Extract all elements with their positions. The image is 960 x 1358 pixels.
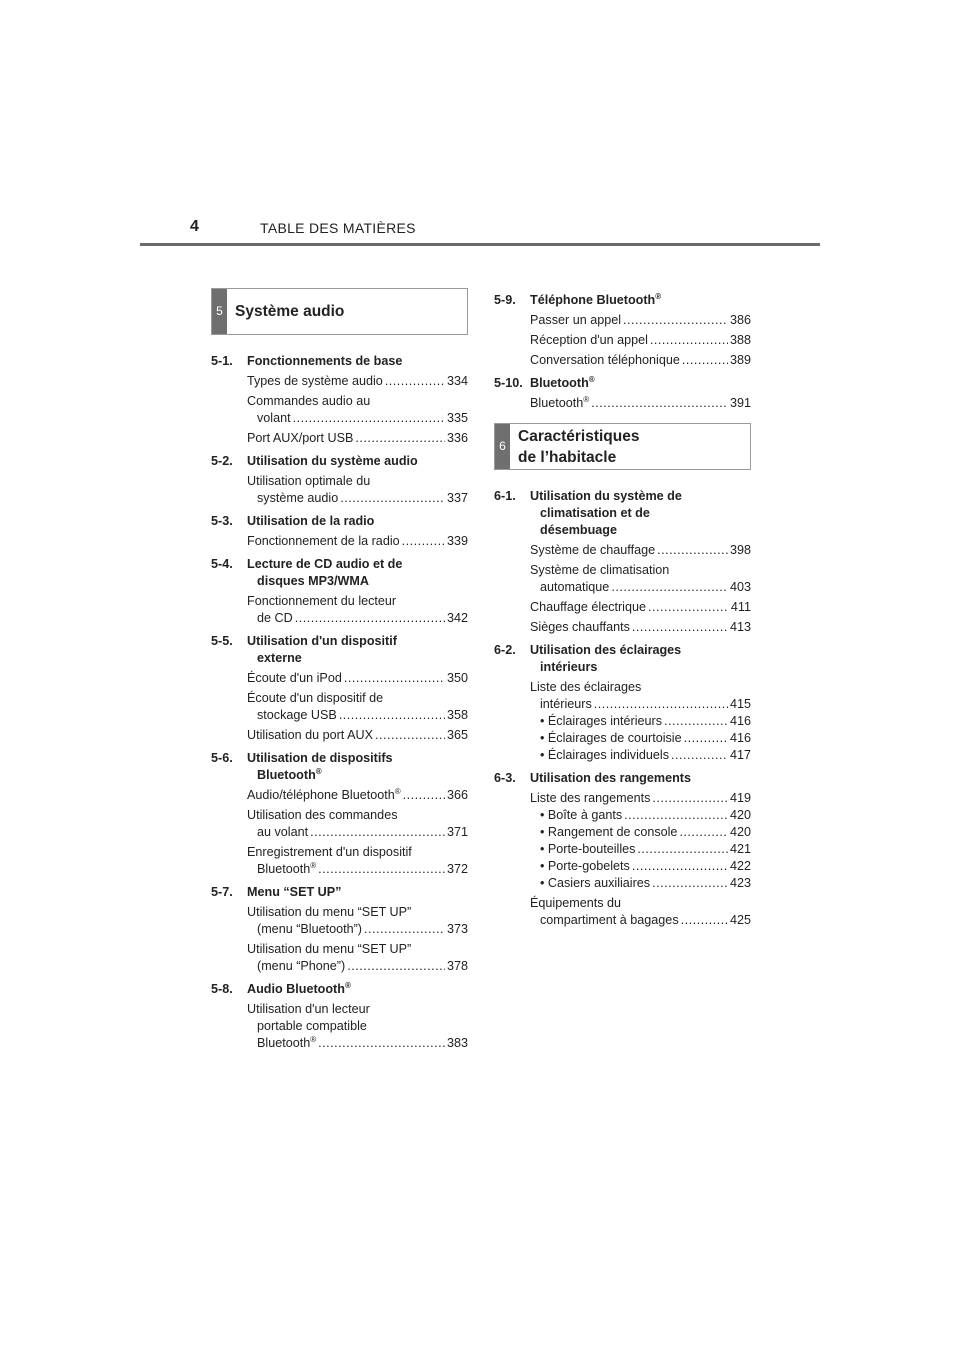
toc-entry-line: Enregistrement d'un dispositif: [247, 845, 412, 859]
toc-entry-page: 365: [446, 728, 468, 742]
toc-item-title: [530, 488, 751, 539]
toc-item-title-line: Lecture de CD audio et de: [247, 557, 403, 571]
toc-item-title-line: Bluetooth®: [257, 766, 322, 782]
toc-entry-text: (menu “Bluetooth”): [257, 922, 362, 936]
dot-leader: [637, 841, 728, 858]
section-5-box: [211, 288, 468, 335]
toc-entry-leader-line: [530, 352, 751, 369]
toc-entry-line: Utilisation du menu “SET UP”: [247, 942, 412, 956]
dot-leader: [681, 912, 728, 929]
toc-entry[interactable]: [530, 312, 751, 329]
toc-entry-page: 411: [730, 600, 751, 614]
toc-entry[interactable]: [247, 904, 468, 938]
toc-entry-leader-line: [530, 824, 751, 841]
toc-item-number: 5-10.: [494, 376, 523, 390]
toc-item-number: 5-3.: [211, 514, 233, 528]
toc-item: [494, 292, 751, 369]
toc-entry-page: 420: [729, 825, 751, 839]
toc-entry-page: 422: [729, 859, 751, 873]
toc-item-number: 6-2.: [494, 643, 516, 657]
section-6-title-line: de l’habitacle: [518, 448, 617, 466]
toc-entry-leader-line: [530, 619, 751, 636]
dot-leader: [652, 790, 728, 807]
dot-leader: [340, 490, 445, 507]
dot-leader: [318, 1035, 445, 1052]
toc-entry-line: Écoute d'un dispositif de: [247, 691, 384, 705]
dot-leader: [310, 824, 445, 841]
toc-item-heading[interactable]: [211, 633, 468, 667]
left-column: [211, 288, 468, 1052]
toc-entry[interactable]: [530, 824, 751, 841]
toc-entry[interactable]: [530, 562, 751, 596]
toc-entry[interactable]: [530, 790, 751, 807]
toc-entry[interactable]: [247, 670, 468, 687]
toc-entry[interactable]: [530, 807, 751, 824]
toc-entry-leader-line: [530, 807, 751, 824]
section-6-title-line: Caractéristiques: [518, 427, 640, 445]
toc-entry-text: Système de chauffage: [530, 543, 656, 557]
toc-entry-page: 339: [446, 534, 468, 548]
toc-entry-page: 403: [729, 580, 751, 594]
right-column: [494, 288, 751, 929]
toc-entry-text: Bluetooth®: [257, 860, 317, 876]
toc-entry[interactable]: [530, 747, 751, 764]
section-6-tab: 6: [495, 424, 510, 469]
toc-item-heading[interactable]: [211, 750, 468, 784]
dot-leader: [364, 921, 445, 938]
toc-entry-text: Fonctionnement de la radio: [247, 534, 400, 548]
toc-item-title-line: désembuage: [540, 523, 617, 537]
toc-entry-text: de CD: [257, 611, 293, 625]
toc-item: [211, 981, 468, 1052]
toc-entry-text: • Porte-bouteilles: [540, 842, 636, 856]
toc-item-number: 5-9.: [494, 293, 516, 307]
toc-entry-text: compartiment à bagages: [540, 913, 679, 927]
toc-entry[interactable]: [247, 941, 468, 975]
toc-entry-leader-line: [530, 395, 751, 412]
toc-item-title-line: disques MP3/WMA: [257, 574, 369, 588]
toc-entry-page: 335: [446, 411, 468, 425]
toc-entry-page: 358: [446, 708, 468, 722]
toc-entry-leader-line: [247, 921, 468, 938]
dot-leader: [385, 373, 445, 390]
toc-item-title: [247, 884, 468, 901]
toc-entries: [494, 790, 751, 929]
dot-leader: [652, 875, 728, 892]
toc-entry-text: Conversation téléphonique: [530, 353, 680, 367]
toc-item-title-line: Bluetooth®: [530, 374, 595, 390]
toc-entries: [211, 473, 468, 507]
toc-entry-page: 372: [446, 862, 468, 876]
toc-entry-leader-line: [530, 542, 751, 559]
toc-item-title: [530, 375, 751, 392]
toc-entry-line: Commandes audio au: [247, 394, 371, 408]
toc-item-title-line: Utilisation de la radio: [247, 514, 375, 528]
toc-item-title: [530, 770, 751, 787]
toc-entry-text: • Éclairages intérieurs: [540, 714, 663, 728]
toc-entry-leader-line: [247, 787, 468, 804]
toc-entry-text: volant: [257, 411, 291, 425]
dot-leader: [318, 861, 445, 878]
toc-entry[interactable]: [530, 332, 751, 349]
toc-entry[interactable]: [530, 395, 751, 412]
toc-entry-text: • Éclairages individuels: [540, 748, 670, 762]
toc-entry-line: Fonctionnement du lecteur: [247, 594, 397, 608]
dot-leader: [648, 599, 729, 616]
section-6-box: [494, 423, 751, 470]
toc-entry-page: 337: [446, 491, 468, 505]
toc-item-title-line: Utilisation des éclairages: [530, 643, 682, 657]
toc-entry-page: 415: [729, 697, 751, 711]
toc-entry-text: (menu “Phone”): [257, 959, 346, 973]
toc-entry-page: 336: [446, 431, 468, 445]
toc-entry-page: 420: [729, 808, 751, 822]
toc-entry[interactable]: [530, 619, 751, 636]
toc-item: [211, 453, 468, 507]
dot-leader: [623, 312, 728, 329]
dot-leader: [594, 696, 728, 713]
toc-item-title-line: climatisation et de: [540, 506, 650, 520]
toc-item: [494, 488, 751, 636]
dot-leader: [684, 730, 728, 747]
toc-entry-text: Bluetooth®: [257, 1034, 317, 1050]
toc-entry[interactable]: [247, 787, 468, 804]
toc-entry-text: stockage USB: [257, 708, 337, 722]
toc-item-heading[interactable]: [211, 556, 468, 590]
toc-entry-text: Sièges chauffants: [530, 620, 630, 634]
toc-item-number: 5-1.: [211, 354, 233, 368]
toc-entry-line: Équipements du: [530, 896, 622, 910]
toc-entry-text: Passer un appel: [530, 313, 622, 327]
toc-entry-leader-line: [247, 373, 468, 390]
toc-entry-page: 417: [729, 748, 751, 762]
toc-item-number: 5-8.: [211, 982, 233, 996]
toc-entry-page: 416: [729, 714, 751, 728]
toc-entry-leader-line: [530, 599, 751, 616]
toc-entry[interactable]: [247, 373, 468, 390]
toc-entry-line: Système de climatisation: [530, 563, 670, 577]
toc-entry-line: Utilisation d'un lecteur: [247, 1002, 370, 1016]
toc-entry-leader-line: [530, 332, 751, 349]
toc-entries: [211, 593, 468, 627]
toc-entry[interactable]: [530, 542, 751, 559]
toc-entry-leader-line: [247, 430, 468, 447]
dot-leader: [632, 619, 728, 636]
toc-entry-page: 378: [446, 959, 468, 973]
toc-entry-text: Port AUX/port USB: [247, 431, 354, 445]
dot-leader: [671, 747, 728, 764]
toc-entries: [494, 395, 751, 412]
toc-entry-leader-line: [530, 858, 751, 875]
toc-item-heading[interactable]: [494, 375, 751, 392]
section-5-title: Système audio: [235, 303, 345, 320]
dot-leader: [355, 430, 445, 447]
toc-entry[interactable]: [530, 599, 751, 616]
toc-entry-text: • Rangement de console: [540, 825, 678, 839]
toc-entry[interactable]: [247, 533, 468, 550]
toc-entry-text: intérieurs: [540, 697, 592, 711]
toc-entry[interactable]: [247, 690, 468, 724]
toc-item-number: 5-5.: [211, 634, 233, 648]
toc-entries: [211, 787, 468, 878]
toc-entry-line: Utilisation du menu “SET UP”: [247, 905, 412, 919]
toc-entry[interactable]: [247, 1001, 468, 1052]
section-5-tab: 5: [212, 289, 227, 334]
toc-item-title: [247, 453, 468, 470]
section-6-title: [510, 424, 647, 469]
toc-item-title-line: intérieurs: [540, 660, 598, 674]
toc-entry[interactable]: [530, 352, 751, 369]
toc-entry-text: Chauffage électrique: [530, 600, 646, 614]
header-rule: [140, 243, 820, 246]
dot-leader: [293, 410, 445, 427]
toc-item-title: [247, 556, 468, 590]
toc-entries: [211, 373, 468, 447]
toc-item: [211, 884, 468, 975]
toc-item-number: 5-2.: [211, 454, 233, 468]
toc-item-heading[interactable]: [494, 488, 751, 539]
toc-item-title: [247, 750, 468, 784]
toc-entry-leader-line: [247, 824, 468, 841]
left-toc-list: [211, 353, 468, 1052]
toc-entries: [494, 679, 751, 764]
dot-leader: [347, 958, 445, 975]
toc-entry-leader-line: [530, 841, 751, 858]
toc-item-heading[interactable]: [494, 292, 751, 309]
toc-entry-leader-line: [530, 312, 751, 329]
toc-item: [494, 642, 751, 764]
toc-entry-text: • Casiers auxiliaires: [540, 876, 651, 890]
toc-item: [211, 750, 468, 878]
toc-entry-leader-line: [247, 610, 468, 627]
toc-entry-text: automatique: [540, 580, 610, 594]
toc-item-heading[interactable]: [494, 770, 751, 787]
dot-leader: [402, 533, 445, 550]
toc-entry-leader-line: [247, 410, 468, 427]
toc-entry-text: • Porte-gobelets: [540, 859, 630, 873]
toc-entry-leader-line: [247, 670, 468, 687]
toc-entry-text: Liste des rangements: [530, 791, 651, 805]
dot-leader: [679, 824, 728, 841]
toc-item-title-line: Utilisation du système de: [530, 489, 682, 503]
toc-entry-page: 389: [729, 353, 751, 367]
toc-entry-text: Réception d'un appel: [530, 333, 648, 347]
right-bottom-toc-list: [494, 488, 751, 929]
toc-entry-text: • Éclairages de courtoisie: [540, 731, 682, 745]
toc-item-heading[interactable]: [211, 513, 468, 530]
toc-item-title-line: Utilisation de dispositifs: [247, 751, 393, 765]
toc-item-heading[interactable]: [211, 884, 468, 901]
toc-item-title-line: Utilisation des rangements: [530, 771, 691, 785]
toc-entry-text: • Boîte à gants: [540, 808, 623, 822]
toc-item-number: 5-7.: [211, 885, 233, 899]
dot-leader: [403, 787, 445, 804]
toc-item-title: [247, 513, 468, 530]
toc-item: [494, 770, 751, 929]
toc-entry[interactable]: [247, 807, 468, 841]
dot-leader: [650, 332, 728, 349]
dot-leader: [611, 579, 728, 596]
toc-entry[interactable]: [530, 875, 751, 892]
toc-entry[interactable]: [247, 593, 468, 627]
toc-item-title-line: Audio Bluetooth®: [247, 980, 351, 996]
toc-entry-page: 334: [446, 374, 468, 388]
toc-entry-leader-line: [247, 727, 468, 744]
toc-entries: [494, 542, 751, 636]
toc-entry-text: Audio/téléphone Bluetooth®: [247, 786, 401, 802]
toc-entry-text: Utilisation du port AUX: [247, 728, 373, 742]
toc-item-number: 6-1.: [494, 489, 516, 503]
toc-entry-leader-line: [530, 730, 751, 747]
toc-item-heading[interactable]: [211, 353, 468, 370]
toc-entry[interactable]: [530, 730, 751, 747]
toc-entry[interactable]: [247, 727, 468, 744]
dot-leader: [657, 542, 728, 559]
dot-leader: [664, 713, 728, 730]
toc-entry-text: Bluetooth®: [530, 394, 590, 410]
toc-entry-leader-line: [530, 912, 751, 929]
right-top-toc-list: [494, 292, 751, 412]
dot-leader: [339, 707, 445, 724]
toc-entry-text: Écoute d'un iPod: [247, 671, 342, 685]
toc-entry-leader-line: [247, 1035, 468, 1052]
toc-entry[interactable]: [530, 679, 751, 713]
toc-item-number: 5-6.: [211, 751, 233, 765]
toc-item: [211, 633, 468, 744]
dot-leader: [682, 352, 728, 369]
dot-leader: [344, 670, 445, 687]
toc-entry-leader-line: [247, 533, 468, 550]
page-header: [140, 214, 820, 246]
toc-entry-page: 419: [729, 791, 751, 805]
toc-entry-leader-line: [247, 707, 468, 724]
toc-entry-page: 423: [729, 876, 751, 890]
toc-entry-page: 350: [446, 671, 468, 685]
dot-leader: [624, 807, 728, 824]
toc-entry-page: 416: [729, 731, 751, 745]
toc-entry-page: 373: [446, 922, 468, 936]
toc-item-title: [247, 353, 468, 370]
page-title: TABLE DES MATIÈRES: [260, 220, 416, 236]
toc-item-title-line: Utilisation d'un dispositif: [247, 634, 397, 648]
toc-item-title-line: Menu “SET UP”: [247, 885, 342, 899]
toc-entry-leader-line: [530, 579, 751, 596]
toc-entry-page: 398: [729, 543, 751, 557]
toc-entry-line: Utilisation optimale du: [247, 474, 371, 488]
toc-item-heading[interactable]: [211, 453, 468, 470]
toc-entry[interactable]: [530, 858, 751, 875]
toc-item-title-line: Téléphone Bluetooth®: [530, 291, 662, 307]
toc-item: [211, 513, 468, 550]
toc-entry[interactable]: [530, 841, 751, 858]
toc-entry-text: au volant: [257, 825, 309, 839]
toc-item: [211, 353, 468, 447]
toc-entry[interactable]: [530, 895, 751, 929]
toc-entry[interactable]: [247, 393, 468, 427]
toc-entry-text: système audio: [257, 491, 339, 505]
toc-entries: [211, 670, 468, 744]
toc-item: [211, 556, 468, 627]
toc-item-heading[interactable]: [494, 642, 751, 676]
page-number: 4: [190, 218, 199, 235]
toc-entry-leader-line: [247, 490, 468, 507]
toc-entry[interactable]: [247, 430, 468, 447]
toc-entry-leader-line: [530, 713, 751, 730]
toc-entry-text: Types de système audio: [247, 374, 383, 388]
toc-entry-leader-line: [530, 790, 751, 807]
toc-entry-page: 421: [729, 842, 751, 856]
toc-item-number: 6-3.: [494, 771, 516, 785]
toc-entry-page: 425: [729, 913, 751, 927]
toc-item-title-line: externe: [257, 651, 302, 665]
dot-leader: [632, 858, 728, 875]
toc-entry[interactable]: [247, 844, 468, 878]
toc-item-number: 5-4.: [211, 557, 233, 571]
toc-entry-leader-line: [247, 861, 468, 878]
toc-entry-line: Utilisation des commandes: [247, 808, 398, 822]
toc-entry-leader-line: [247, 958, 468, 975]
toc-entries: [211, 1001, 468, 1052]
toc-item-heading[interactable]: [211, 981, 468, 998]
toc-entry-page: 371: [446, 825, 468, 839]
toc-entry-line: Liste des éclairages: [530, 680, 642, 694]
toc-entries: [494, 312, 751, 369]
toc-entry-line: portable compatible: [257, 1019, 367, 1033]
toc-entry-page: 366: [446, 788, 468, 802]
toc-item-title: [247, 981, 468, 998]
toc-item-title: [530, 642, 751, 676]
toc-entries: [211, 533, 468, 550]
toc-entry-page: 388: [729, 333, 751, 347]
dot-leader: [375, 727, 445, 744]
dot-leader: [295, 610, 445, 627]
toc-entries: [211, 904, 468, 975]
toc-entry[interactable]: [247, 473, 468, 507]
dot-leader: [591, 395, 728, 412]
toc-entry-page: 342: [446, 611, 468, 625]
toc-item: [494, 375, 751, 412]
toc-entry-page: 391: [729, 396, 751, 410]
toc-item-title-line: Fonctionnements de base: [247, 354, 403, 368]
toc-entry-page: 413: [729, 620, 751, 634]
toc-entry-leader-line: [530, 696, 751, 713]
toc-item-title: [530, 292, 751, 309]
toc-item-title-line: Utilisation du système audio: [247, 454, 418, 468]
toc-entry-page: 386: [729, 313, 751, 327]
toc-entry[interactable]: [530, 713, 751, 730]
toc-entry-page: 383: [446, 1036, 468, 1050]
toc-entry-leader-line: [530, 875, 751, 892]
toc-entry-leader-line: [530, 747, 751, 764]
toc-item-title: [247, 633, 468, 667]
